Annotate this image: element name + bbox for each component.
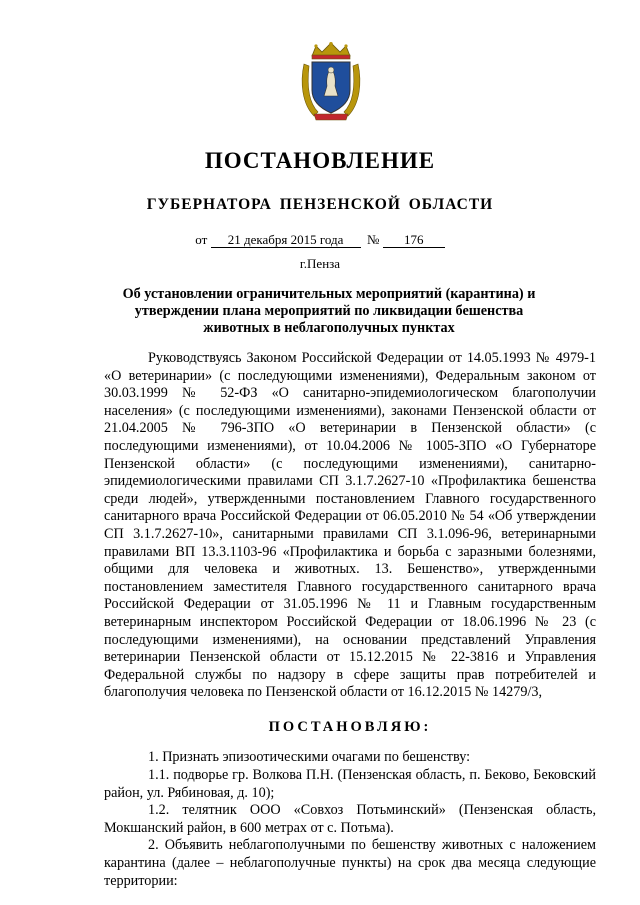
document-body bbox=[104, 350, 596, 890]
list-item: 2. Объявить неблагополучными по бешенству животных с наложением карантина (далее – неблагополучные пункты) на срок два месяца следующие территории: bbox=[104, 837, 596, 889]
list-item: 1.2. телятник ООО «Совхоз Потьминский» (Пензенская область, Мокшанский район, в 600 метрах от с. Потьма). bbox=[104, 802, 596, 836]
date-line bbox=[0, 232, 640, 248]
number-prefix: № bbox=[367, 232, 380, 247]
document-title: ПОСТАНОВЛЕНИЕ bbox=[204, 148, 436, 173]
document-date: 21 декабря 2015 года bbox=[211, 233, 361, 248]
preamble-paragraph: Руководствуясь Законом Российской Федерации от 14.05.1993 № 4979-1 «О ветеринарии» (с последующими изменениями), Федеральным законом от 30.03.1999 № 52-ФЗ «О санитарно-эпидемиологическом благополучии населения» (с последующими изменениями), законами Пензенской области от 21.04.2005 № 796-ЗПО «О ветеринарии в Пензенской области» (с последующими изменениями), от 10.04.2006 № 1005-ЗПО «О Губернаторе Пензенской области» (с последующими изменениями), санитарно-эпидемиологическими правилами СП 3.1.7.2627-10 «Профилактика бешенства среди людей», утвержденными постановлением Главного государственного санитарного врача Российской Федерации от 06.05.2010 № 54 «Об утверждении СП 3.1.7.2627-10», санитарными правилами СП 3.1.096-96, ветеринарными правилами ВП 13.3.1103-96 «Профилактика и борьба с заразными болезнями, общими для человека и животных. 13. Бешенство», утвержденными постановлением заместителя Главного государственного санитарного врача Российской Федерации от 31.05.1996 № 11 и Главным государственным ветеринарным инспектором Российской Федерации от 18.06.1996 № 23 (с последующими изменениями), на основании представлений Управления ветеринарии Пензенской области от 15.12.2015 № 22-3816 и Управления Федеральной службы по надзору в сфере защиты прав потребителей и благополучия человека по Пензенской области от 16.12.2015 № 14279/3, bbox=[104, 350, 596, 701]
list-item: 1. Признать эпизоотическими очагами по бешенству: bbox=[148, 749, 471, 766]
decree-word: ПОСТАНОВЛЯЮ: bbox=[268, 718, 432, 735]
list-item: 1.1. подворье гр. Волкова П.Н. (Пензенская область, п. Беково, Бековский район, ул. Рябиновая, д. 10); bbox=[104, 767, 596, 801]
date-prefix: от bbox=[195, 232, 208, 247]
document-number: 176 bbox=[383, 233, 445, 248]
coat-of-arms-icon bbox=[300, 42, 362, 122]
issuer-title: ГУБЕРНАТОРА ПЕНЗЕНСКОЙ ОБЛАСТИ bbox=[146, 196, 494, 213]
city: г.Пенза bbox=[299, 256, 341, 271]
document-heading: Об установлении ограничительных мероприятий (карантина) и утверждении плана мероприятий по ликвидации бешенства животных в неблагополучных пунктах bbox=[122, 286, 536, 336]
